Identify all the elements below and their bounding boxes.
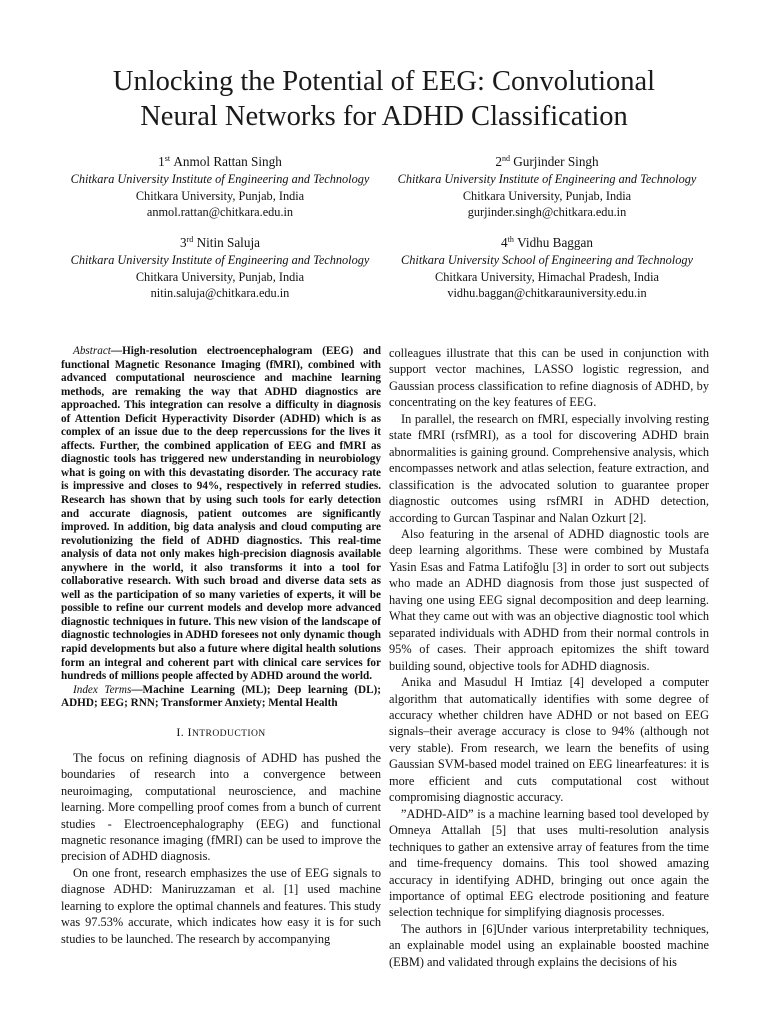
author-affiliation: Chitkara University Institute of Engineering and Technology (397, 172, 697, 186)
paragraph: The focus on refining diagnosis of ADHD has pushed the boundaries of research into a convergence between neuroimaging, computational neuroscience, and machine learning. More compelling proof comes from a bunch of current studies - Electroencephalography (EEG) and functional magnetic resonance imaging (fMRI) can be used to improve the precision of ADHD diagnosis. (61, 750, 381, 864)
author-location: Chitkara University, Punjab, India (135, 188, 305, 203)
title-line-2: Neural Networks for ADHD Classification (140, 101, 628, 132)
index-terms-text: —Machine Learning (ML); Deep learning (DL); ADHD; EEG; RNN; Transformer Anxiety; Mental Health (61, 683, 381, 710)
paragraph: Also featuring in the arsenal of ADHD diagnostic tools are deep learning algorithms. These were combined by Mustafa Yasin Esas and Fatma Latifoğlu [3] in order to sort out subjects who made an ADHD diagnosis from those just suspected of having one using EEG signal decomposition and deep learning. What they came out with was an objective diagnostic tool which separated individuals with ADHD from their normal controls in 95% of cases. Their approach epitomizes the shift toward building sound, objective tools for ADHD diagnosis. (389, 526, 709, 673)
author-location: Chitkara University, Punjab, India (135, 269, 305, 284)
section-heading: I. INTRODUCTION (176, 724, 266, 739)
author-block-4 (367, 234, 727, 302)
author-location: Chitkara University, Himachal Pradesh, India (435, 269, 659, 284)
paragraph: In parallel, the research on fMRI, especially involving resting state fMRI (rsfMRI), as a tool for discovering ADHD brain abnormalities is gaining ground. Comprehensive analysis, which encompasses network and atlas selection, feature extraction, and classification is the advocated solution to guarantee proper diagnostic outcomes using rsfMRI in ADHD detection, according to Gurcan Taspinar and Nalan Ozkurt [2]. (389, 411, 709, 525)
author-block-1 (40, 153, 400, 221)
author-block-3 (40, 234, 400, 302)
author-affiliation: Chitkara University School of Engineering and Technology (401, 253, 693, 267)
author-name: 1st Anmol Rattan Singh (158, 154, 282, 169)
author-block-2 (367, 153, 727, 221)
author-name: 2nd Gurjinder Singh (495, 154, 599, 169)
author-email: vidhu.baggan@chitkarauniversity.edu.in (447, 286, 647, 300)
paragraph: On one front, research emphasizes the use of EEG signals to diagnose ADHD: Maniruzzaman et al. [1] used machine learning to explore the optimal channels and features. This study was 97.53% accurate, which indicates how easy it is for such studies to be launched. The research by accompanying (61, 865, 381, 946)
abstract (61, 345, 381, 684)
author-email: anmol.rattan@chitkara.edu.in (146, 205, 294, 219)
index-terms-label: Index Terms (73, 683, 132, 696)
author-location: Chitkara University, Punjab, India (462, 188, 632, 203)
author-name: 3rd Nitin Saluja (180, 235, 260, 250)
author-email: nitin.saluja@chitkara.edu.in (150, 286, 290, 300)
right-column (389, 345, 709, 970)
index-terms (61, 684, 381, 711)
paper-title (40, 64, 728, 134)
paragraph: Anika and Masudul H Imtiaz [4] developed a computer algorithm that automatically identifies with some degree of accuracy whether children have ADHD or not based on EEG signals–their average accuracy is close to 94% (although not very stable). From research, we learn the benefits of using Gaussian SVM-based model trained on EEG linearfeatures: it is more efficient and cuts computational cost without compromising diagnostic accuracy. (389, 675, 709, 805)
author-email: gurjinder.singh@chitkara.edu.in (467, 205, 627, 219)
abstract-text: —High-resolution electroencephalogram (EEG) and functional Magnetic Resonance Imaging (fMRI), combined with advanced computational neuroscience and machine learning methods, are remaking the way that ADHD diagnostics are approached. This integration can resolve a difficulty in diagnosis of Attention Deficit Hyperactivity Disorder (ADHD) which is as complex of an issue due to the deep repercussions for the lives it affects. Further, the combined application of EEG and fMRI as diagnostic tools has triggered new understanding in neurobiology what is going on with this devastating disorder. The accuracy rate is impressive and closes to 94%, respectively in referred studies. Research has shown that by using such tools for early detection and accurate diagnosis, patient outcomes are significantly improved. In addition, big data analysis and cloud computing are revolutionizing the field of ADHD diagnostics. This real-time analysis of data not only makes high-precision diagnosis available anywhere in the world, it also transforms it into a tool for collaborative research. With such broad and diverse data sets as well as the participation of so many varieties of experts, it will be possible to refine our current models and develop more advanced diagnostic techniques in future. This new vision of the landscape of diagnostic technologies in ADHD foresees not only dynamic though rapid developments but also a future where digital health solutions form an integral and coherent part with clinical care services for hundreds of millions people affected by ADHD around the world. (61, 345, 381, 683)
author-affiliation: Chitkara University Institute of Engineering and Technology (70, 253, 370, 267)
left-column (61, 345, 381, 947)
paragraph: The authors in [6]Under various interpretability techniques, an explainable model using an explainable boosted machine (EBM) and validated through explains the decisions of his (389, 921, 709, 969)
title-line-1: Unlocking the Potential of EEG: Convolutional (112, 66, 656, 97)
author-affiliation: Chitkara University Institute of Engineering and Technology (70, 172, 370, 186)
paragraph: ”ADHD-AID” is a machine learning based tool developed by Omneya Attallah [5] that uses multi-resolution analysis techniques to gather an extensive array of features from the time and time-frequency domains. This tool showed amazing accuracy in identifying ADHD, bringing out once again the importance of optimal EEG electrode positioning and feature selection technique for simplifying diagnosis processes. (389, 806, 709, 920)
author-name: 4th Vidhu Baggan (501, 235, 593, 250)
abstract-label: Abstract (73, 345, 111, 357)
paragraph: colleagues illustrate that this can be used in conjunction with support vector machines, LASSO logistic regression, and Gaussian process classification to refine diagnosis of ADHD, by concentrating on the key features of EEG. (389, 346, 709, 410)
